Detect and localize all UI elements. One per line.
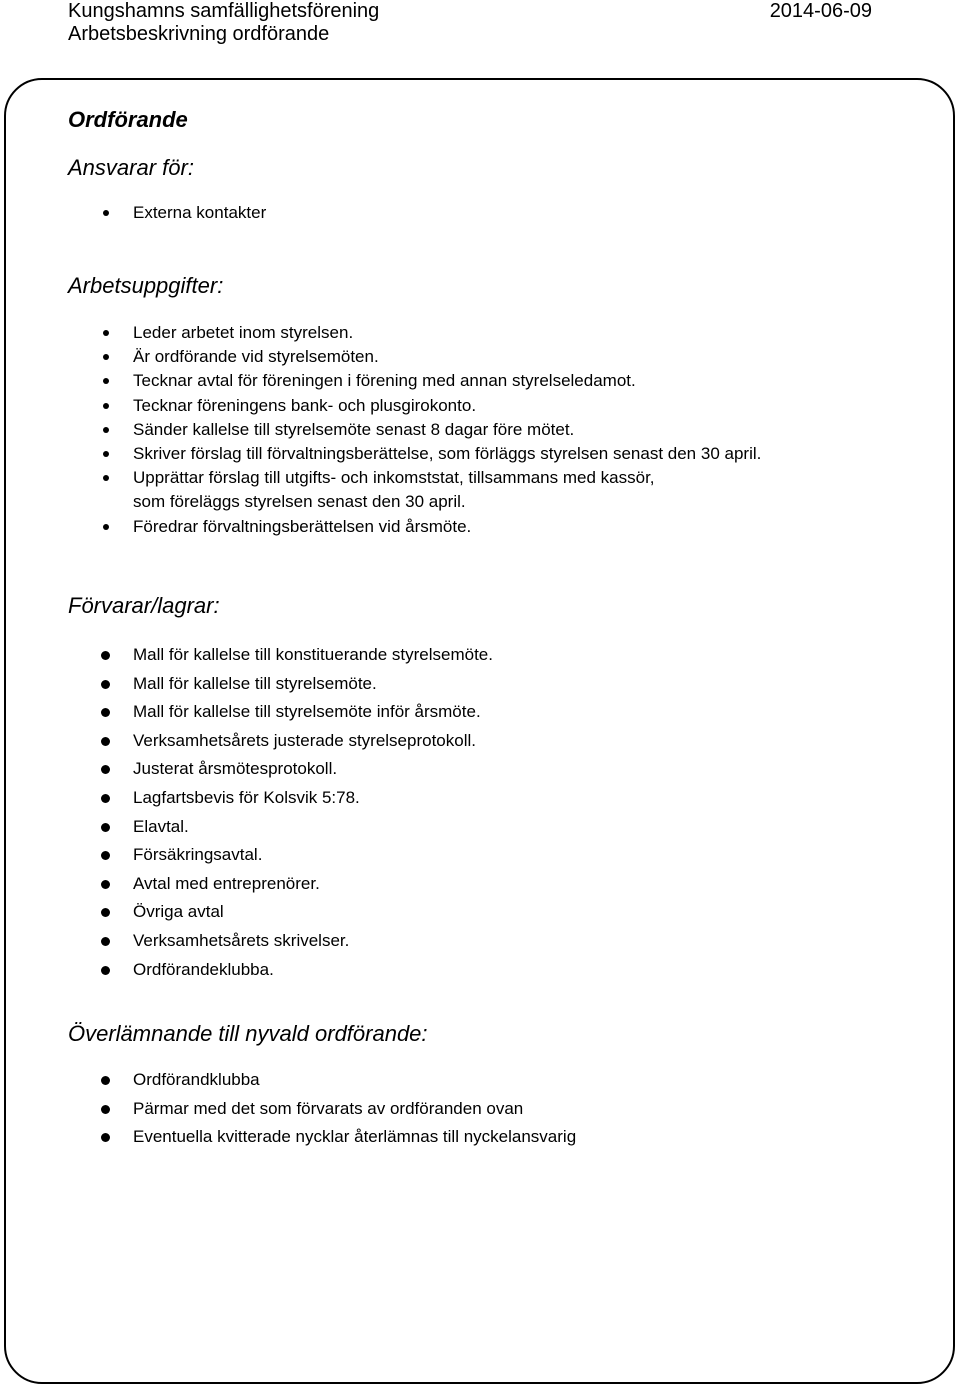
list-item: Sänder kallelse till styrelsemöte senast 8 dagar före mötet. [0, 418, 960, 442]
list-item: Upprättar förslag till utgifts- och inkomststat, tillsammans med kassör, [0, 466, 960, 490]
list-arbetsuppgifter [0, 321, 960, 539]
list-item: Föredrar förvaltningsberättelsen vid årsmöte. [0, 515, 960, 539]
list-forvarar [0, 641, 960, 984]
list-item: Skriver förslag till förvaltningsberättelse, som förläggs styrelsen senast den 30 april. [0, 442, 960, 466]
list-item: Ordförandklubba [0, 1066, 960, 1095]
list-item: Lagfartsbevis för Kolsvik 5:78. [0, 784, 960, 813]
list-item: Eventuella kvitterade nycklar återlämnas till nyckelansvarig [0, 1123, 960, 1152]
list-item: Tecknar avtal för föreningen i förening med annan styrelseledamot. [0, 369, 960, 393]
list-item: Mall för kallelse till styrelsemöte. [0, 670, 960, 699]
list-item: Verksamhetsårets skrivelser. [0, 927, 960, 956]
list-item: Pärmar med det som förvarats av ordföranden ovan [0, 1095, 960, 1124]
heading-overlamnande: Överlämnande till nyvald ordförande: [68, 1021, 428, 1046]
document-date: 2014-06-09 [769, 0, 872, 22]
list-item: Övriga avtal [0, 898, 960, 927]
list-item: Mall för kallelse till styrelsemöte inför årsmöte. [0, 698, 960, 727]
list-item: Leder arbetet inom styrelsen. [0, 321, 960, 345]
list-item: Elavtal. [0, 813, 960, 842]
document-name: Arbetsbeskrivning ordförande [68, 23, 330, 45]
heading-ansvar: Ansvarar för: [68, 155, 194, 180]
heading-forvarar: Förvarar/lagrar: [68, 593, 220, 618]
org-name: Kungshamns samfällighetsförening [68, 0, 380, 22]
list-item: Externa kontakter [0, 201, 960, 225]
role-title: Ordförande [68, 107, 188, 132]
list-item: Justerat årsmötesprotokoll. [0, 755, 960, 784]
list-ansvar [0, 201, 960, 225]
list-item: Tecknar föreningens bank- och plusgirokonto. [0, 394, 960, 418]
list-overlamnande [0, 1066, 960, 1152]
heading-arbetsuppgifter: Arbetsuppgifter: [68, 273, 224, 298]
list-item: Mall för kallelse till konstituerande styrelsemöte. [0, 641, 960, 670]
list-item: Är ordförande vid styrelsemöten. [0, 345, 960, 369]
page-header [68, 0, 379, 46]
list-item: Verksamhetsårets justerade styrelseprotokoll. [0, 727, 960, 756]
list-item: Avtal med entreprenörer. [0, 870, 960, 899]
list-item: Försäkringsavtal. [0, 841, 960, 870]
list-item: Ordförandeklubba. [0, 956, 960, 985]
list-item-continuation: som föreläggs styrelsen senast den 30 april. [133, 492, 466, 512]
